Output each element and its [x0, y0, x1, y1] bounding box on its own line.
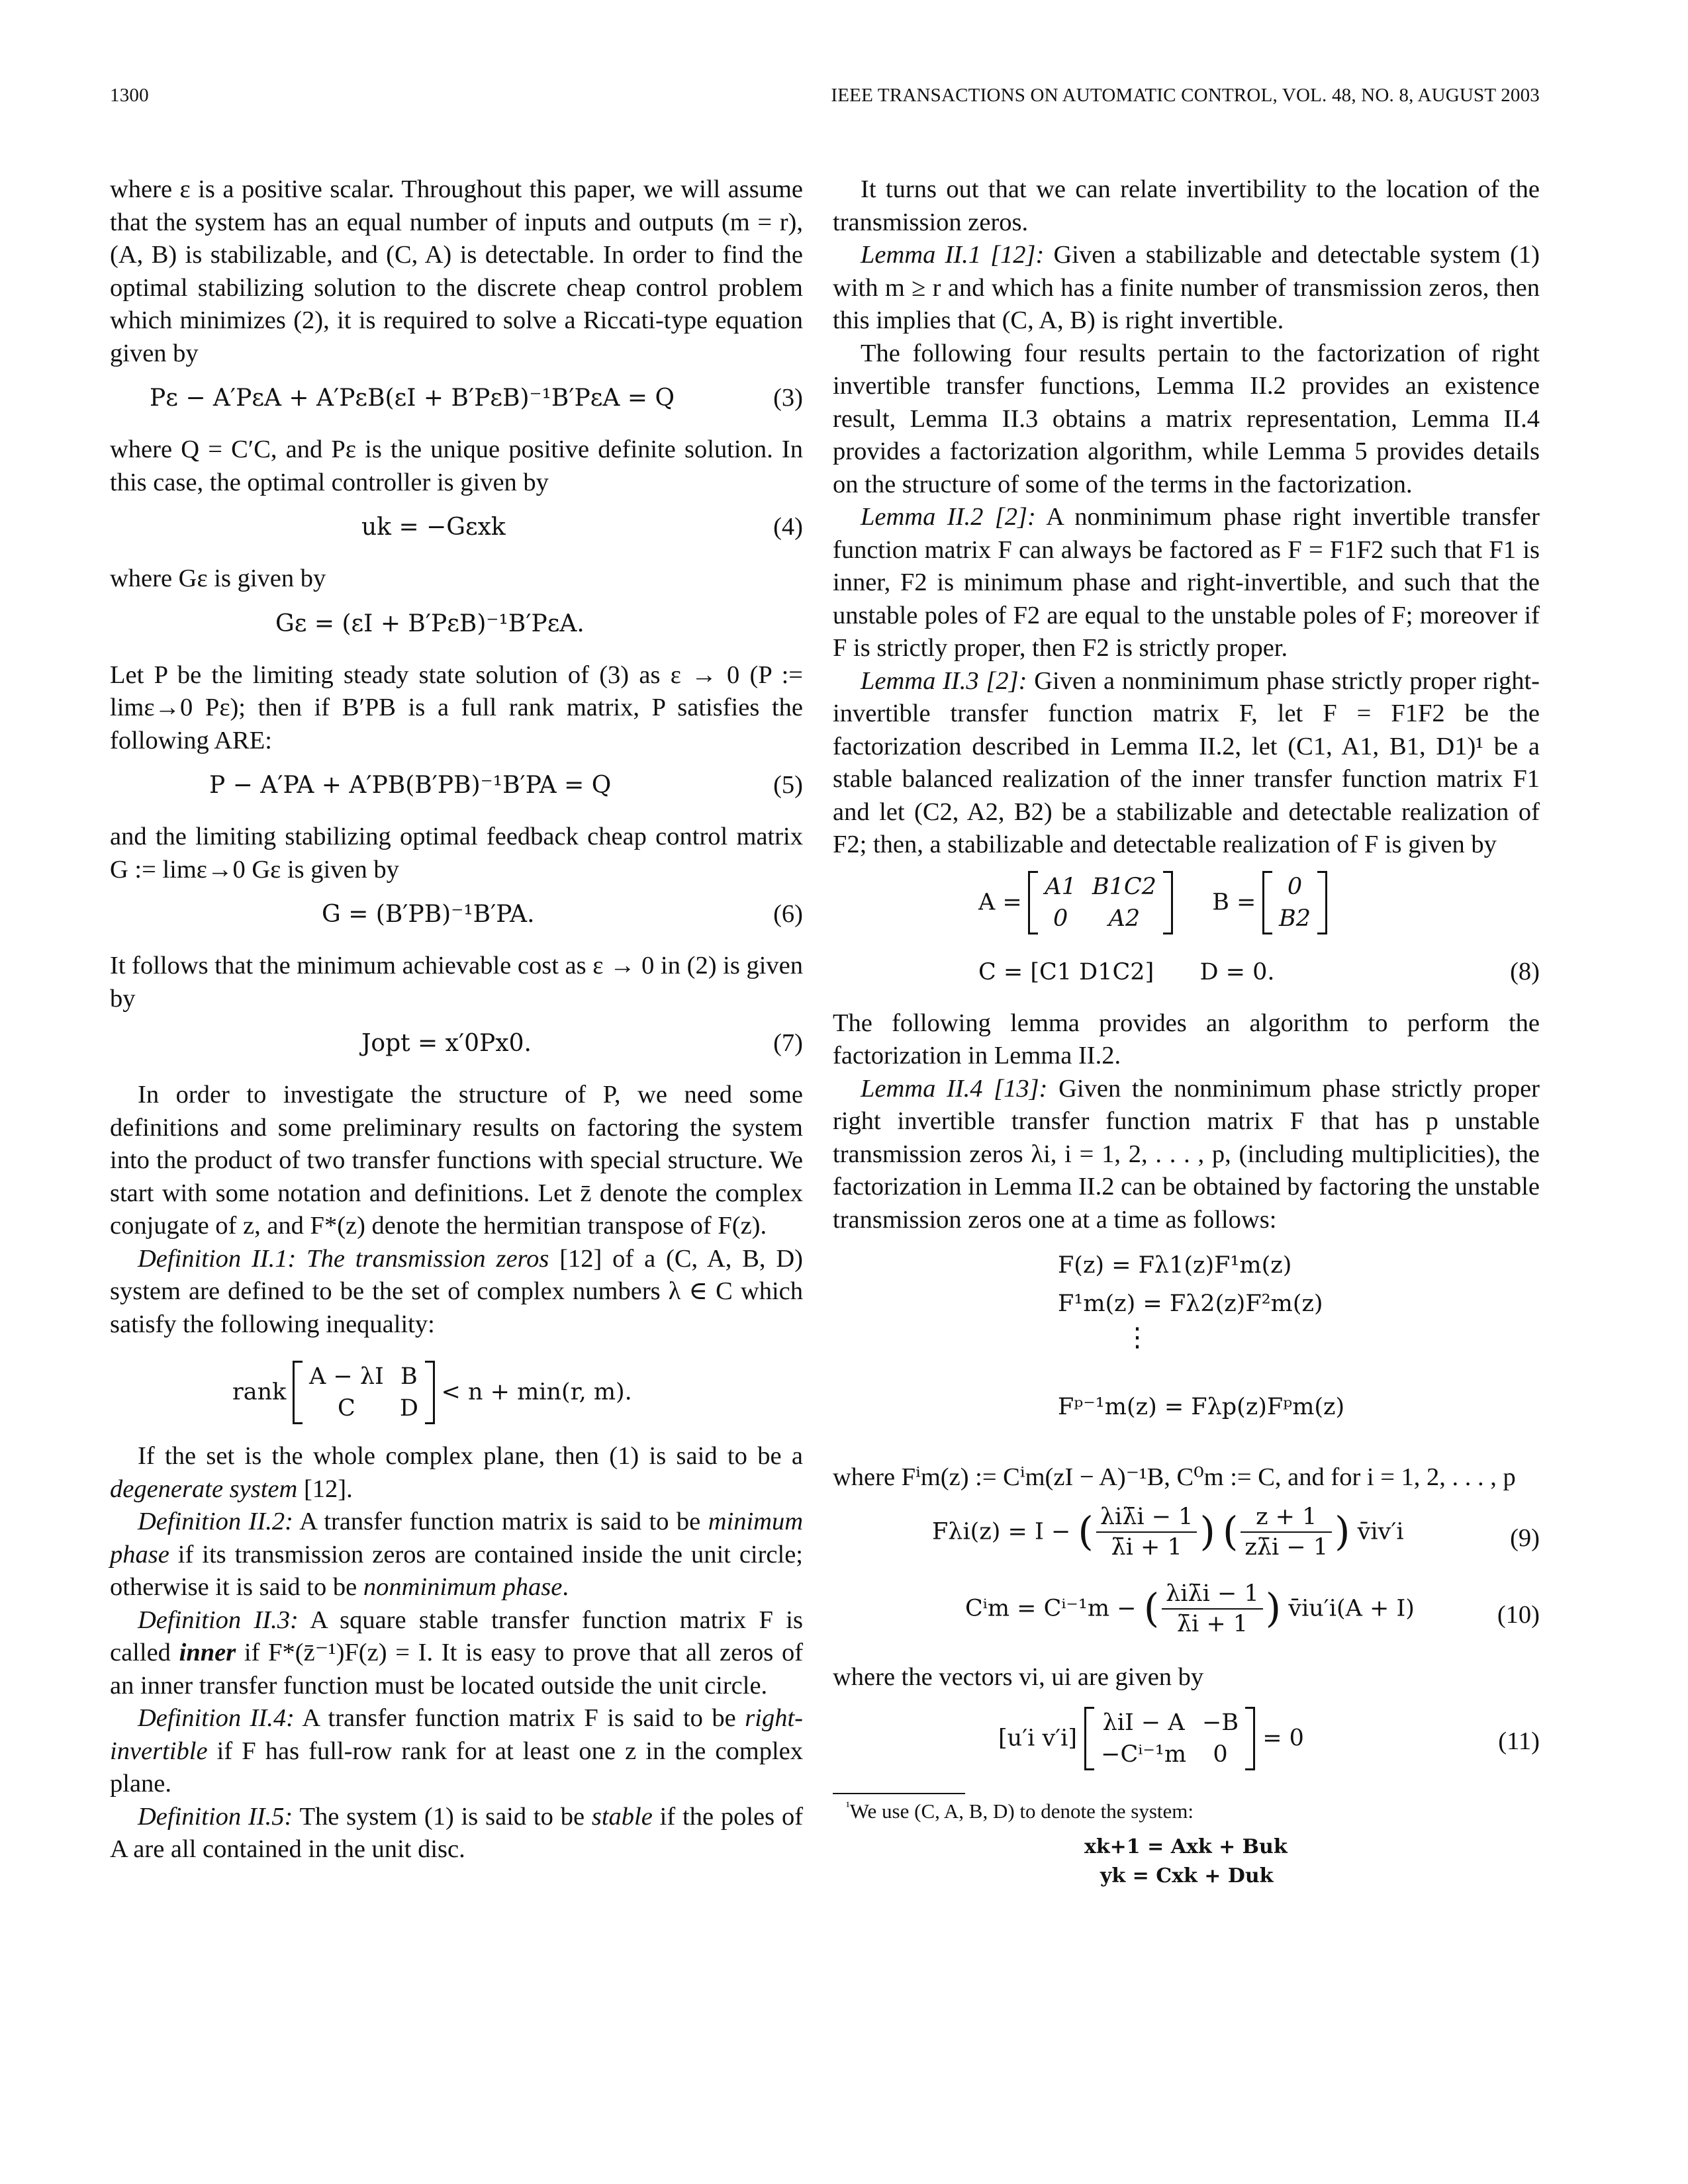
definition-label: Definition II.4:: [138, 1704, 295, 1732]
paragraph: Let P be the limiting steady state solution of (3) as ε → 0 (P := limε→0 Pε); then if B′PB is a full rank matrix, P satisfies the following ARE:: [110, 660, 803, 754]
numerator: λiλ̄i − 1: [1096, 1502, 1197, 1533]
definition-1: [110, 1243, 803, 1342]
left-column: [110, 173, 803, 1866]
text: A square stable transfer function matrix F is called: [110, 1606, 803, 1666]
equation-body: Gε = (εI + B′PεB)⁻¹B′PεA.: [275, 610, 585, 637]
rank-inequality: [110, 1347, 803, 1433]
equation-body: Cⁱm = Cⁱ⁻¹m −: [965, 1594, 1137, 1621]
matrix-cell: B2: [1279, 905, 1311, 932]
equation-body: [u′i v′i]: [998, 1725, 1078, 1752]
lemma-2: [833, 501, 1540, 665]
equation-body: C = [C1 D1C2]: [978, 958, 1154, 985]
text: [12].: [303, 1475, 353, 1503]
rank-word: rank: [232, 1379, 287, 1406]
paragraph: and the limiting stabilizing optimal feedback cheap control matrix G := limε→0 Gε is given by: [110, 823, 803, 884]
matrix-cell: −Cⁱ⁻¹m: [1101, 1741, 1187, 1768]
matrix-cell: A1: [1045, 873, 1076, 900]
matrix-cell: B: [400, 1363, 418, 1390]
emphasis: stable: [591, 1802, 653, 1831]
equation-6: [110, 898, 803, 938]
matrix-label: B =: [1212, 888, 1256, 915]
denominator: λ̄i + 1: [1111, 1533, 1182, 1561]
text: The system (1) is said to be: [299, 1802, 585, 1831]
paragraph: where Fⁱm(z) := Cⁱm(zI − A)⁻¹B, C⁰m := C, and for i = 1, 2, . . . , p: [833, 1463, 1516, 1491]
paragraph: where the vectors vi, ui are given by: [833, 1662, 1204, 1691]
fraction: [1241, 1502, 1332, 1562]
equation-7: [110, 1027, 803, 1067]
lemma-text: A nonminimum phase right invertible transfer function matrix F can always be factored as F = F1F2 such that F1 is inner, F2 is minimum phase and right-invertible, and such that the unstable poles of F2 are equal to the unstable poles of F; moreover if F is strictly proper, then F2 is strictly proper.: [833, 503, 1540, 662]
emphasis: right-invertible: [110, 1704, 803, 1765]
rank-matrix: [293, 1361, 435, 1424]
equation-10: Cⁱm = Cⁱ⁻¹m − ( $\frac{\text{λiλ̄i − 1}}{\lambdāi + 1}$ ) v̄iu′i(A + I) (10): [965, 1580, 1540, 1637]
right-column: [833, 173, 1540, 1893]
equation-body: = 0: [1262, 1725, 1304, 1752]
equation-4: [110, 511, 803, 551]
matrix-cell: −B: [1202, 1709, 1239, 1736]
equation-body: Fᵖ⁻¹m(z) = Fλp(z)Fᵖm(z): [1058, 1394, 1345, 1420]
equation-body: F¹m(z) = Fλ2(z)F²m(z): [1058, 1291, 1323, 1317]
text: if F has full-row rank for at least one z in the complex plane.: [110, 1737, 803, 1797]
equation-number: (11): [1498, 1727, 1540, 1755]
equation-number: (4): [773, 513, 803, 541]
text: if the poles of A are all contained in the unit disc.: [110, 1802, 804, 1863]
emphasis: degenerate system: [110, 1475, 298, 1503]
definition-text: [12] of a (C, A, B, D) system are defined to be the set of complex numbers λ ∈ C which satisfy the following inequality:: [110, 1244, 803, 1338]
matrix: [1084, 1707, 1255, 1770]
equation-number: (3): [773, 384, 803, 412]
text: if its transmission zeros are contained inside the unit circle; otherwise it is said to be: [110, 1540, 803, 1601]
emphasis: inner: [179, 1639, 236, 1666]
equation-body: Fλi(z) = I −: [932, 1518, 1071, 1545]
paragraph: The following four results pertain to the factorization of right invertible transfer functions, Lemma II.2 provides an existence result, Lemma II.3 obtains a matrix representation, Lemma II.4 provides a factorization algorithm, while Lemma 5 provides details on the structure of some of the terms in the factorization.: [833, 339, 1540, 498]
equation-8: [833, 871, 1540, 1003]
lemma-3: [833, 665, 1540, 862]
matrix-cell: λiI − A: [1102, 1709, 1185, 1736]
equation-g: [110, 608, 803, 647]
definition-label: Definition II.2:: [138, 1508, 293, 1535]
matrix-label: A =: [978, 888, 1022, 915]
denominator: λ̄i + 1: [1176, 1610, 1248, 1637]
paragraph: where Gε is given by: [110, 565, 326, 592]
lemma-text: Given a nonminimum phase strictly proper right-invertible transfer function matrix F, let F = F1F2 be the factorization described in Lemma II.2, let (C1, A1, B1, D1)¹ be a stable balanced realization of the inner transfer function matrix F1 and let (C2, A2, B2) be a stabilizable and detectable realization of F2; then, a stabilizable and detectable realization of F is given by: [833, 666, 1540, 858]
page-number: 1300: [110, 85, 149, 106]
numerator: z + 1: [1241, 1502, 1332, 1533]
definition-label: Definition II.1: The transmission zeros: [138, 1244, 549, 1273]
text: A transfer function matrix F is said to be: [302, 1704, 736, 1732]
definition-3: [110, 1604, 803, 1703]
paragraph: In order to investigate the structure of P, we need some definitions and some preliminary results on factoring the system into the product of two transfer functions with special structure. We start with some notation and definitions. Let z̄ denote the complex conjugate of z, and F*(z) denote the hermitian transpose of F(z).: [110, 1081, 803, 1240]
equation-body: v̄iu′i(A + I): [1288, 1594, 1415, 1621]
definition-2: [110, 1506, 803, 1604]
text: .: [562, 1573, 569, 1601]
matrix-cell: C: [338, 1395, 355, 1422]
equation-body: F(z) = Fλ1(z)F¹m(z): [1058, 1252, 1292, 1279]
equation-number: (10): [1497, 1600, 1540, 1629]
matrix-cell: B1C2: [1092, 873, 1156, 900]
matrix-cell: 0: [1213, 1741, 1228, 1768]
fraction: [1096, 1502, 1197, 1562]
paragraph: [110, 1440, 803, 1506]
matrix-B: [1262, 871, 1327, 934]
matrix-cell: 0: [1053, 905, 1068, 932]
matrix-cell: A − λI: [308, 1363, 384, 1390]
numerator: λiλ̄i − 1: [1162, 1579, 1263, 1610]
paragraph: The following lemma provides an algorithm to perform the factorization in Lemma II.2.: [833, 1009, 1540, 1069]
lemma-label: Lemma II.1 [12]:: [861, 241, 1045, 269]
equation-number: (5): [773, 771, 803, 799]
lemma-text: Given a stabilizable and detectable system (1) with m ≥ r and which has a finite number of transmission zeros, then this implies that (C, A, B) is right invertible.: [833, 241, 1540, 334]
lemma-4: [833, 1073, 1540, 1237]
footnote-rule: [833, 1793, 965, 1794]
factorization-chain: [833, 1250, 1540, 1448]
equation-number: (8): [1510, 957, 1540, 985]
rank-rhs: < n + min(r, m).: [441, 1379, 632, 1406]
equation-9: Fλi(z) = I − ( $\frac{\text{λiλ̄i − 1}}{\lambdāi + 1}$ ) ( $\frac{z + 1}{z\lambdāi - 1}$ ) v̄iv′i (9): [932, 1503, 1540, 1561]
paragraph: where Q = C′C, and Pε is the unique positive definite solution. In this case, the optimal controller is given by: [110, 435, 803, 496]
equation-body: Jopt = x′0Px0.: [361, 1030, 532, 1057]
equation-number: (6): [773, 900, 803, 928]
vertical-dots: ⋮: [1124, 1322, 1150, 1353]
definition-label: Definition II.5:: [138, 1802, 293, 1831]
equation-5: [110, 769, 803, 809]
equation-body: yk = Cxk + Duk: [1100, 1864, 1274, 1888]
matrix-cell: A2: [1108, 905, 1141, 932]
lemma-label: Lemma II.2 [2]:: [861, 503, 1036, 531]
lemma-label: Lemma II.3 [2]:: [861, 666, 1027, 695]
equation-3: [110, 382, 803, 422]
definition-label: Definition II.3:: [138, 1606, 299, 1634]
text: if F*(z̄⁻¹)F(z) = I. It is easy to prove that all zeros of an inner transfer function must be located outside the unit circle.: [110, 1639, 804, 1700]
emphasis: minimum phase: [110, 1508, 804, 1569]
definition-4: [110, 1702, 803, 1801]
denominator: zλ̄i − 1: [1244, 1533, 1329, 1561]
matrix-cell: D: [399, 1395, 418, 1422]
text: A transfer function matrix is said to be: [299, 1508, 701, 1535]
equation-body: G = (B′PB)⁻¹B′PA.: [322, 901, 535, 928]
equation-11: [833, 1700, 1540, 1786]
equation-body: v̄iv′i: [1357, 1518, 1404, 1545]
lemma-label: Lemma II.4 [13]:: [861, 1074, 1048, 1103]
equation-body: P − A′PA + A′PB(B′PB)⁻¹B′PA = Q: [209, 772, 612, 799]
equation-body: uk = −Gεxk: [361, 514, 506, 541]
paragraph: It follows that the minimum achievable cost as ε → 0 in (2) is given by: [110, 952, 803, 1013]
paragraph: It turns out that we can relate invertibility to the location of the transmission zeros.: [833, 175, 1540, 236]
matrix-cell: 0: [1287, 873, 1303, 900]
equation-body: Pε − A′PεA + A′PεB(εI + B′PεB)⁻¹B′PεA = Q: [150, 385, 675, 412]
fraction: [1162, 1579, 1263, 1639]
paragraph: where ε is a positive scalar. Throughout this paper, we will assume that the system has an equal number of inputs and outputs (m = r), (A, B) is stabilizable, and (C, A) is detectable. In order to find the optimal stabilizing solution to the discrete cheap control problem which minimizes (2), it is required to solve a Riccati-type equation given by: [110, 175, 803, 367]
running-header: IEEE TRANSACTIONS ON AUTOMATIC CONTROL, VOL. 48, NO. 8, AUGUST 2003: [831, 85, 1540, 106]
equation-number: (7): [773, 1029, 803, 1057]
lemma-text: Given the nonminimum phase strictly proper right invertible transfer function matrix F that has p unstable transmission zeros λi, i = 1, 2, . . . , p, (including multiplicities), the factorization in Lemma II.2 can be obtained by factoring the unstable transmission zeros one at a time as follows:: [833, 1074, 1540, 1234]
definition-5: [110, 1801, 803, 1866]
equation-number: (9): [1510, 1524, 1540, 1552]
equation-body: xk+1 = Axk + Buk: [1084, 1835, 1288, 1858]
emphasis: nonminimum phase: [363, 1573, 563, 1601]
footnote-text: We use (C, A, B, D) to denote the system:: [849, 1799, 1194, 1823]
footnote: [846, 1798, 1540, 1825]
equation-body: D = 0.: [1199, 958, 1275, 985]
matrix-A: [1028, 871, 1173, 934]
footnote-mark: ¹: [846, 1799, 850, 1814]
text: If the set is the whole complex plane, then (1) is said to be a: [138, 1442, 803, 1470]
footnote-equations: [833, 1834, 1540, 1893]
lemma-1: [833, 239, 1540, 338]
